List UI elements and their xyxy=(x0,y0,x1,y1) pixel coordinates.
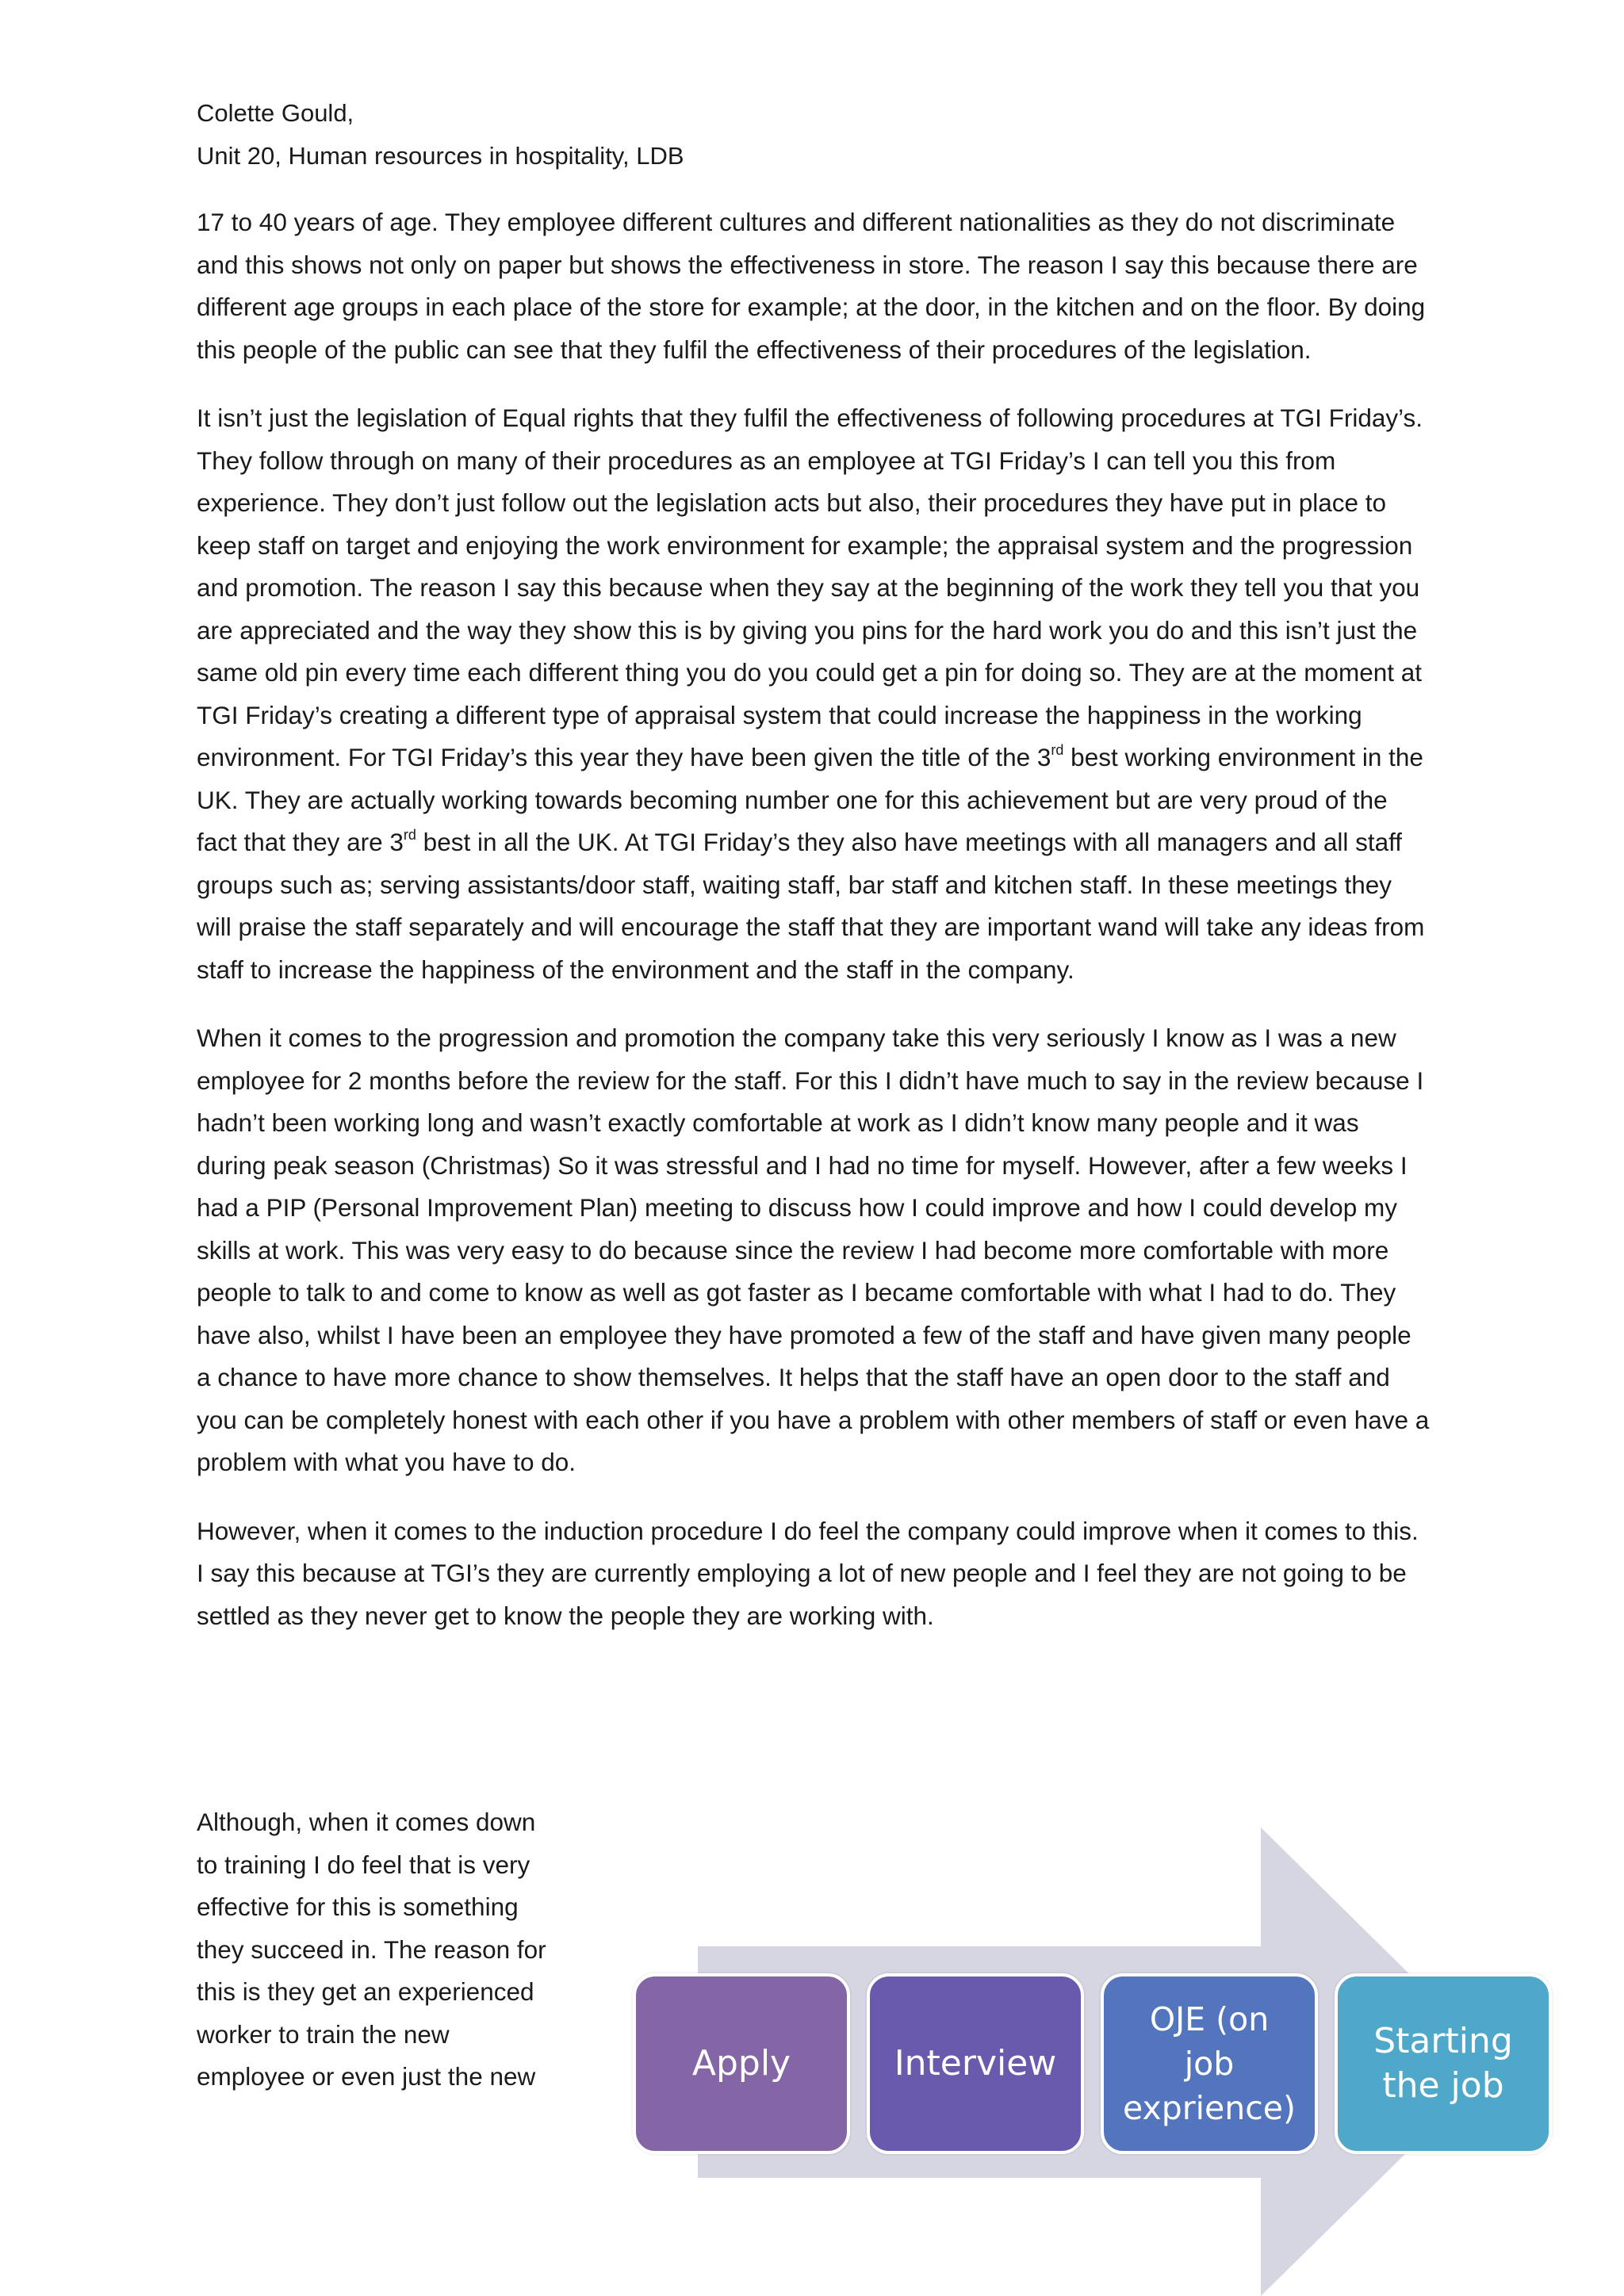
step-interview xyxy=(867,1973,1084,2154)
paragraph-5-line: employee or even just the new xyxy=(197,2062,536,2091)
paragraph-2-part-a: It isn’t just the legislation of Equal rights that they fulfil the effectiveness of following procedures at TGI Friday’s. They follow through on many of their procedures as an employee at TGI Friday’s I can tell you this from experience. They don’t just follow out the legislation acts but also, their procedures they have put in place to keep staff on target and enjoying the work environment for example; the appraisal system and the progression and promotion. The reason I say this because when they say at the beginning of the work they tell you that you are appreciated and the way they show this is by giving you pins for the hard work you do and this isn’t just the same old pin every time each different thing you do you could get a pin for doing so. They are at the moment at TGI Friday’s creating a different type of appraisal system that could increase the happiness in the working environment. For TGI Friday’s this year they have been given the title of the 3 xyxy=(197,404,1423,771)
step-oje-label-line: OJE (on xyxy=(1149,2000,1270,2038)
document-body xyxy=(197,201,1431,1637)
paragraph-5-line: Although, when it comes down xyxy=(197,1808,536,1836)
paragraph-4: However, when it comes to the induction procedure I do feel the company could improve when it comes to this. I say this because at TGI’s they are currently employing a lot of new people and I feel they are not going to be settled as they never get to know the people they are working with. xyxy=(197,1516,1419,1630)
step-oje-label-line: exprience) xyxy=(1122,2089,1296,2127)
step-apply xyxy=(633,1973,850,2154)
step-oje xyxy=(1101,1973,1318,2154)
paragraph-5-line: this is they get an experienced xyxy=(197,1977,534,2006)
superscript-rd: rd xyxy=(1051,742,1064,758)
paragraph-2 xyxy=(197,397,1431,991)
paragraph-2-part-b: best working environment in the UK. They are actually working towards becoming number one for this achievement but are very proud of the fact that they are 3 xyxy=(197,743,1423,856)
step-interview-label: Interview xyxy=(894,2043,1057,2084)
paragraph-2-part-c: best in all the UK. At TGI Friday’s they also have meetings with all managers and all staff groups such as; serving assistants/door staff, waiting staff, bar staff and kitchen staff. In these meetings they will praise the staff separately and will encourage the staff that they are important wand will take any ideas from staff to increase the happiness of the environment and the staff in the company. xyxy=(197,828,1425,984)
step-apply-label: Apply xyxy=(691,2043,791,2084)
paragraph-5-line: effective for this is something xyxy=(197,1892,519,1921)
superscript-rd: rd xyxy=(403,827,416,843)
paragraph-5-line: they succeed in. The reason for xyxy=(197,1934,546,1964)
author-name: Colette Gould, xyxy=(197,99,354,127)
step-starting-the-job xyxy=(1335,1973,1552,2154)
step-starting-label-line: the job xyxy=(1382,2065,1504,2106)
paragraph-5-line: worker to train the new xyxy=(197,2019,450,2049)
process-diagram xyxy=(626,1827,1570,2296)
paragraph-5-line: to training I do feel that is very xyxy=(197,1850,530,1879)
unit-title: Unit 20, Human resources in hospitality, LDB xyxy=(197,142,684,170)
paragraph-3: When it comes to the progression and promotion the company take this very seriously I know as I was a new employee for 2 months before the review for the staff. For this I didn’t have much to say in the review because I hadn’t been working long and wasn’t exactly comfortable at work as I didn’t know many people and it was during peak season (Christmas) So it was stressful and I had no time for myself. However, after a few weeks I had a PIP (Personal Improvement Plan) meeting to discuss how I could improve and how I could develop my skills at work. This was very easy to do because since the review I had become more comfortable with more people to talk to and come to know as well as got faster as I became comfortable with what I had to do. They have also, whilst I have been an employee they have promoted a few of the staff and have given many people a chance to have more chance to show themselves. It helps that the staff have an open door to the staff and you can be completely honest with each other if you have a problem with other members of staff or even have a problem with what you have to do. xyxy=(197,1024,1430,1476)
step-oje-label-line: job xyxy=(1184,2045,1235,2083)
step-starting-label-line: Starting xyxy=(1373,2021,1513,2061)
paragraph-1: 17 to 40 years of age. They employee different cultures and different nationalities as they do not discriminate and this shows not only on paper but shows the effectiveness in store. The reason I say this because there are different age groups in each place of the store for example; at the door, in the kitchen and on the floor. By doing this people of the public can see that they fulfil the effectiveness of their procedures of the legislation. xyxy=(197,208,1426,364)
paragraph-5 xyxy=(197,1801,625,2099)
document-header xyxy=(197,92,1434,178)
